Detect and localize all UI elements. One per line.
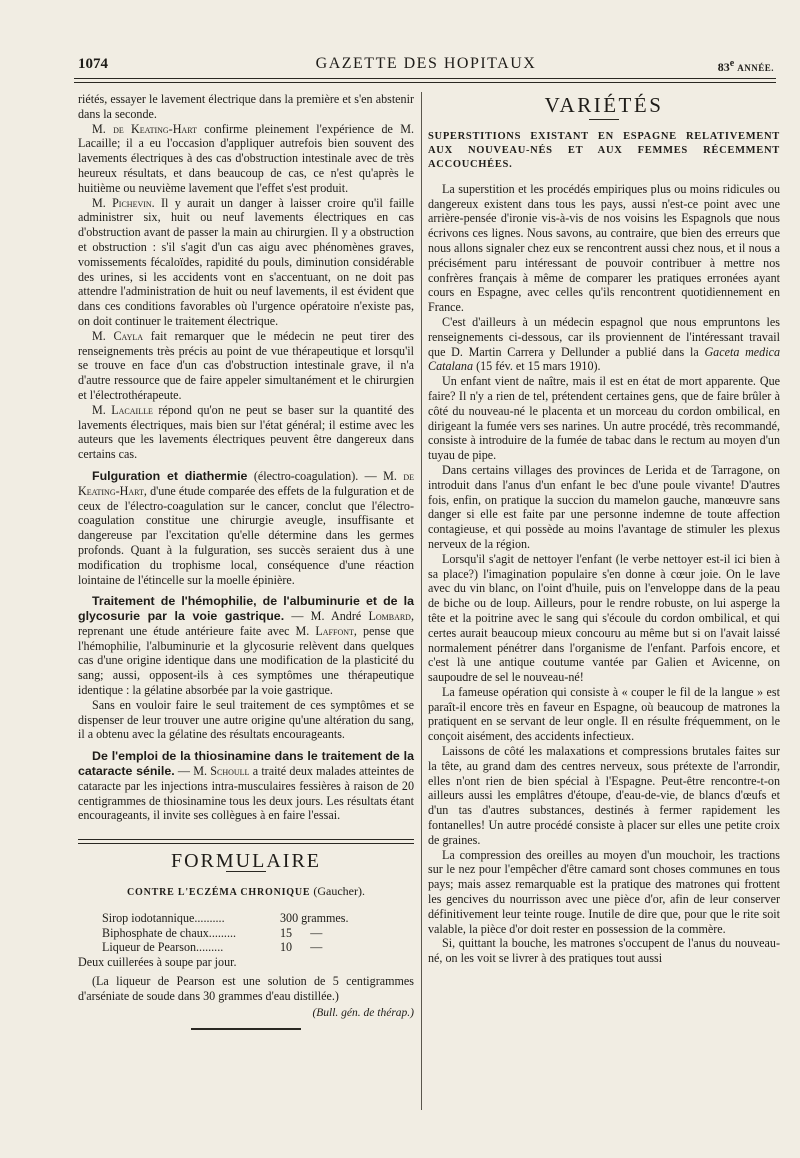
qty-ditto: — (310, 925, 323, 940)
journal-title: GAZETTE DES HOPITAUX (315, 55, 537, 72)
paragraph-pichevin (78, 196, 414, 329)
recipe-line (78, 926, 414, 941)
speaker-name: M. Lacaille (92, 402, 153, 417)
section-text: a traité deux malades atteintes de cataracte par les injections intra-musculaires fessières à raison de 20 centigrammes de thiosinamine tous les deux jours. Les résultats étant encourageants, il invite ses collègues à en faire l'essai. (78, 764, 414, 823)
article-paragraph: La superstition et les procédés empiriques plus ou moins ridicules ou dangereux existent dans tous les pays, aussi n'est-ce point avec une arrière-pensée d'ironie vis-à-vis de nos voisins les Espagnols que nous écrivons ces lignes. Nous savons, au contraire, que bien des erreurs que nous allons signaler chez eux se rencontrent aussi chez nous, et il nous a précisément paru intéressant de pouvoir contribuer à mettre nos confrères français à même de comparer les pratiques erronées ayant cours en Espagne, avec celles qu'ils rencontrent quotidiennement en France. (428, 181, 780, 315)
year-word: ANNÉE. (737, 63, 774, 73)
section-heading: Fulguration et diathermie (92, 468, 248, 483)
recipe-line (78, 940, 414, 955)
paragraph-hemophilie-2: Sans en vouloir faire le seul traitement de ces symptômes et se dispenser de leur trouver une autre origine qu'une altération du sang, il a obtenu avec la gélatine des résultats encourageants. (78, 697, 414, 742)
header-rule-bottom (74, 82, 776, 83)
paragraph-text: répond qu'on ne peut se baser sur la quantité des lavements électriques, mais bien sur l'état général; il estime avec les auteurs que les lavements électriques peuvent être dangereux dans certains cas. (78, 402, 414, 462)
section-heading: De l'emploi de la thiosinamine dans le traitement de la cataracte sénile. (78, 749, 414, 779)
paragraph-text: confirme pleinement l'expérience de M. Lacaille; il a eu l'occasion d'appliquer autrefois bien souvent des lavements électriques à des cas d'obstruction intestinale avec de très heureux résultats, et dans beaucoup de cas, ce n'est qu'après le huitième ou neuvième lavement que l'effet s'est produit. (78, 121, 414, 195)
varietes-title: VARIÉTÉS (544, 93, 664, 117)
paragraph-text: C'est d'ailleurs à un médecin espagnol que nous empruntons les renseignements ci-dessous, car ils proviennent de l'intéressant travail que D. Martin Carrera y Dellunder a publié dans la (428, 314, 780, 359)
paragraph-keating-hart (78, 122, 414, 196)
left-column (78, 92, 414, 1030)
qty-ditto: — (310, 940, 323, 955)
year-ordinal: e (729, 58, 735, 69)
article-paragraph: Lorsqu'il s'agit de nettoyer l'enfant (le verbe nettoyer est-il ici bien à sa place?) l'imagination populaire s'en donne à cœur joie. On le lave avec du vin blanc, on l'oint d'huile, puis on l'enveloppe dans de la peau de biche ou de loup. Ailleurs, pour le rendre robuste, on lui asperge la tête et la poitrine avec le sang qui s'écoule du cordon ombilical, et qui certes aurait beaucoup mieux concouru au même but si on l'avait laissé normalement pénétrer dans l'organisme de l'enfant. Parfois encore, et c'est là une antique coutume vantée par Galien et Avicenne, on saupoudre de sel le nouveau-né! (428, 551, 780, 685)
qty-value: 15 (280, 925, 293, 940)
article-paragraph: Dans certains villages des provinces de Lerida et de Tarragone, on introduit dans l'anus d'un enfant le bec d'une poule vivante! D'autres fois, enfin, on pratique la succion du mamelon gauche, manœuvre sans danger si elle est faite par une personne indemne de toute affection contagieuse, et qui possède au moins l'avantage de stimuler les plexus nerveux de la région. (428, 462, 780, 551)
section-fulguration (78, 469, 414, 587)
article-paragraph: La fameuse opération qui consiste à « couper le fil de la langue » est paraît-il encore très en faveur en Espagne, où beaucoup de matrones la pratiquent en se servant de leur ongle. Il en résulte fréquemment, on le conçoit aisément, des accidents infectieux. (428, 684, 780, 744)
year-number: 83 (717, 60, 730, 74)
ingredient-qty (280, 926, 370, 941)
paragraph-text: Il y aurait un danger à laisser croire qu'il faille administrer six, huit ou neuf lavements électriques en cas d'obstruction avant de passer la main au chirurgien. Il y a obstruction et obstruction : s'il s'agit d'un cas aigu avec phénomènes graves, vomissements fécaloïdes, rapidité du pouls, diminution considérable des urines, si les accidents vont en s'accentuant, on ne doit pas attendre l'administration de huit ou neuf lavements, il est évident que dans ces conditions favorables où l'urgence opératoire n'existe pas, on doit continuer le traitement électrique. (78, 195, 415, 328)
recipe-line (78, 911, 414, 926)
section-hemophilie (78, 594, 414, 698)
ingredient-name: Biphosphate de chaux......... (102, 925, 237, 940)
page-number: 1074 (78, 56, 108, 72)
ingredient-name: Liqueur de Pearson......... (102, 940, 224, 955)
varietes-rule (589, 119, 619, 120)
formulaire-source: (Bull. gén. de thérap.) (312, 1006, 414, 1019)
paragraph-text: fait remarquer que le médecin ne peut tirer des renseignements très précis au point de vue thérapeutique et lorsqu'il se trouve en face d'un cas d'obstruction intestinale grave, il n'a d'autre ressource que de faire appeler simultanément et le chirurgien et l'électrothérapeute. (78, 328, 414, 402)
section-subhead: (électro-coagulation). — M. (253, 468, 397, 483)
section-heading: Traitement de l'hémophilie, de l'albuminurie et de la glycosurie par la voie gastrique. (78, 594, 414, 624)
author-name: Schoull (210, 764, 250, 779)
section-text: pense que l'hémophilie, l'albuminurie et la glycosurie relèvent dans quelques cas d'une origine identique dans une modification de la plasticité du sang; aussi, opposent-ils à ces symptômes une thérapeutique identique : la gélatine absorbée par la voie gastrique. (78, 623, 414, 698)
ingredient-name: Sirop iodotannique.......... (102, 910, 225, 925)
page-header (78, 52, 774, 76)
article-subtitle: SUPERSTITIONS EXISTANT EN ESPAGNE RELATIVEMENT AUX NOUVEAU-NÉS ET AUX FEMMES RÉCEMMENT ACCOUCHÉES. (428, 130, 780, 170)
article-paragraph: Un enfant vient de naître, mais il est en état de mort apparente. Que faire? Il n'y a rien de tel, prétendent certaines gens, que de faire brûler à côté du nouveau-né le placenta et un morceau du cordon ombilical, en dirigeant la fumée vers ses narines. Un autre procédé, très recommandé, consiste à introduire de la fumée de tabac dans le rectum au moyen d'un tuyau de pipe. (428, 374, 780, 463)
header-rule-top (74, 78, 776, 79)
section-pre: — M. (177, 764, 208, 779)
column-divider (421, 92, 422, 1110)
right-column (428, 92, 780, 966)
formulaire-note: (La liqueur de Pearson est une solution de 5 centigrammes d'arséniate de soude dans 30 grammes d'eau distillée.) (78, 974, 414, 1003)
formulaire-title: FORMULAIRE (170, 850, 321, 873)
paragraph-lacaille (78, 403, 414, 462)
section-thiosinamine (78, 749, 414, 823)
article-paragraph (428, 315, 780, 374)
article-paragraph: Laissons de côté les malaxations et compressions brutales faites sur la tête, au grand dam des centres nerveux, sous prétexte de l'arrondir, elles n'ont rien de bien spécial à l'Espagne. Peut-être rencontre-t-on ailleurs aussi les emplâtres d'étoupe, d'eau-de-vie, de blancs d'œufs et d'un tas d'autres substances, destinés à fermer rapidement les fontanelles! Un autre procédé consiste à placer sur elles une petite croix de graines. (428, 744, 780, 847)
author-name: Lombard, (368, 609, 414, 624)
end-ornament (191, 1028, 301, 1030)
article-paragraph: Si, quittant la bouche, les matrones s'occupent de l'anus du nouveau-né, on les voit se livrer à des pratiques tout aussi (428, 936, 780, 966)
ingredient-qty (280, 940, 370, 955)
formulaire-subtitle (78, 884, 414, 901)
formulaire-author: (Gaucher). (313, 884, 365, 899)
section-separator (78, 839, 414, 844)
paragraph-cayla (78, 329, 414, 403)
speaker-name: M. Cayla (92, 328, 144, 343)
year-label (718, 58, 774, 75)
author-name: de Keating-Hart, (78, 468, 415, 498)
journal-reference: Gaceta medica Catalana (428, 344, 780, 374)
qty-value: 10 (280, 940, 293, 955)
paragraph-text: (15 fév. et 15 mars 1910). (476, 359, 601, 374)
author-name: Laffont, (315, 623, 357, 638)
speaker-name: M. Pichevin. (92, 195, 155, 210)
section-pre: — M. André (291, 609, 362, 624)
formulaire-subtitle-caps: CONTRE L'ECZÉMA CHRONIQUE (127, 887, 311, 899)
continued-paragraph: riétés, essayer le lavement électrique dans la première et s'en abstenir dans la seconde. (78, 92, 414, 121)
section-mid: reprenant une étude antérieure faite avec M. (78, 623, 310, 638)
section-text: d'une étude comparée des effets de la fulguration et de ceux de l'électro-coagulation sur le cancer, conclut que l'électro-coagulation constitue une chirurgie aveugle, insuffisante et dangereuse par l'excitation qu'elle détermine dans les germes profonds. Quant à la fulguration, ses succès seraient dus à une modification du trophisme local, conséquence d'une réaction lointaine de l'étincelle sur la moelle épinière. (78, 483, 414, 587)
article-paragraph: La compression des oreilles au moyen d'un mouchoir, les tractions sur le nez pour l'empêcher d'être camard sont choses communes en tous pays; mais assez remarquable est la pratique des matrones qui frottent les gencives du nourrisson avec une pièce d'or, afin de leur conserver définitivement leur teinte rouge. Inutile de dire que, pour que le rite soit valable, la pièce d'or doit rester en possession de la commère. (428, 847, 780, 936)
ingredient-qty: 300 grammes. (280, 910, 349, 925)
dosage-line: Deux cuillerées à soupe par jour. (78, 955, 237, 970)
speaker-name: M. de Keating-Hart (92, 121, 197, 136)
